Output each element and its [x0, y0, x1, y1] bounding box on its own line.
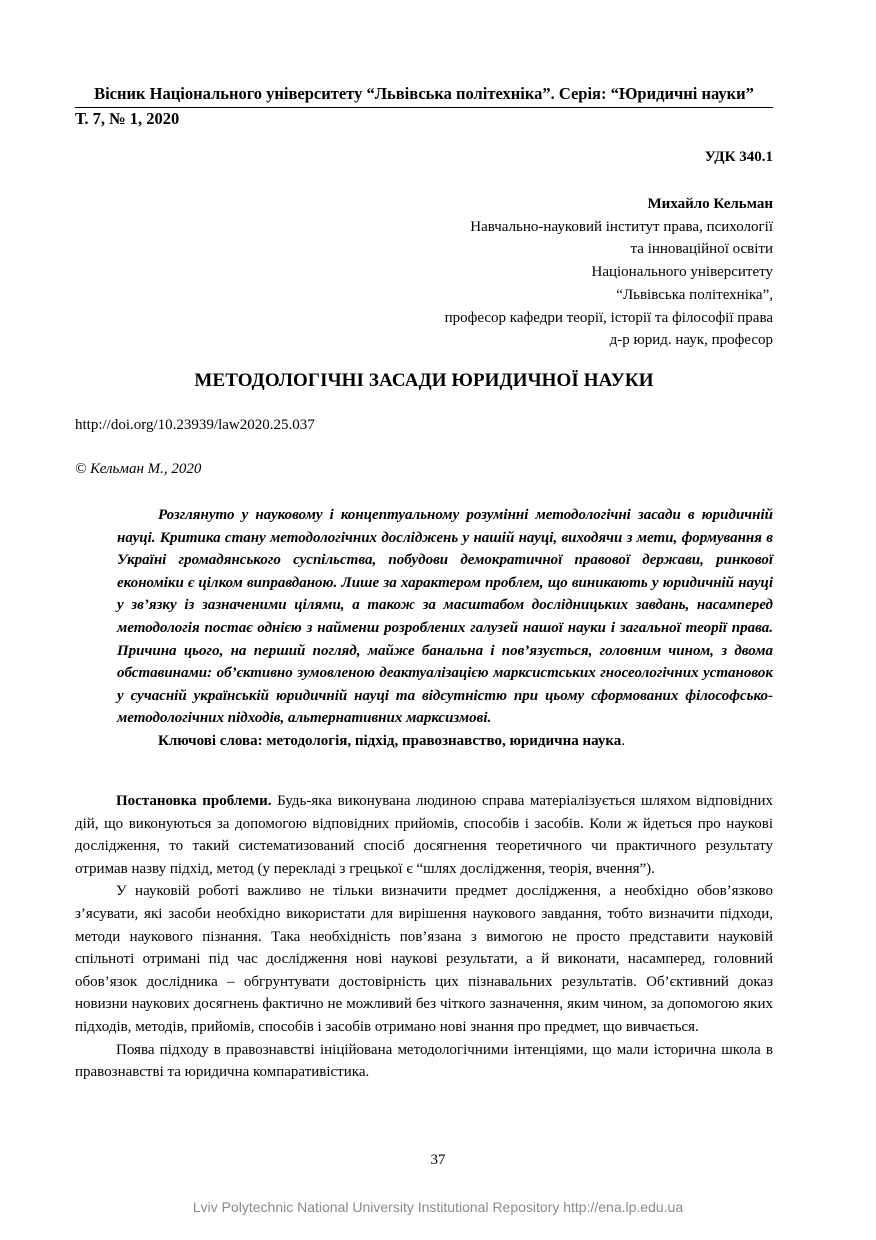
affiliation-line: та інноваційної освіти — [630, 241, 773, 258]
doi-link[interactable]: http://doi.org/10.23939/law2020.25.037 — [75, 417, 315, 433]
udc-code: УДК 340.1 — [704, 149, 773, 165]
body-paragraph: У науковій роботі важливо не тільки визначити предмет дослідження, а необхідно обов’язково з’ясувати, які засоби необхідно використати для вирішення наукового завдання, тобто визначити підходи, методи наукового пізнання. Така необхідність пов’язана з вимогою не просто представити науковій спільноті отримані під час дослідження нові наукові результати, а й виконати, насамперед, головний обов’язок дослідника – обгрунтувати достовірність цих пізнавальних результатів. Об’єктивний доказ новизни наукових досягнень фактично не можливий без чіткого зазначення, яким чином, за допомогою яких підходів, методів, прийомів, способів і засобів отримано нові знання про предмет, що вивчається. — [75, 883, 773, 1035]
affiliation-line: Навчально-науковий інститут права, психології — [470, 218, 773, 235]
paragraph-text: Будь-яка виконувана людиною справа матеріалізується шляхом відповідних дій, що виконуються за допомогою відповідних прийомів, способів і засобів. Коли ж йдеться про наукові дослідження, то такий систематизований спосіб досягнення теоретичного чи практичного результату отримав назву підхід, метод (у перекладі з грецької є “шлях дослідження, теорія, вчення”). — [75, 793, 773, 877]
affiliation-line: Національного університету — [591, 264, 773, 281]
copyright-notice: © Кельман М., 2020 — [75, 461, 202, 477]
body-paragraph: Поява підходу в правознавстві ініційована методологічними інтенціями, що мали історична школа в правознавстві та юридична компаративістика. — [75, 1041, 773, 1081]
body-paragraph — [75, 790, 773, 880]
keywords-text: Ключові слова: методологія, підхід, правознавство, юридична наука — [158, 732, 622, 749]
volume-issue: Т. 7, № 1, 2020 — [75, 109, 180, 128]
keywords-period: . — [621, 732, 626, 749]
affiliation-line: д-р юрид. наук, професор — [609, 332, 773, 349]
author-name: Михайло Кельман — [647, 196, 773, 212]
journal-header: Вісник Національного університету “Львівська політехніка”. Серія: “Юридичні науки” — [75, 83, 773, 108]
abstract-text: Розглянуто у науковому і концептуальному розумінні методологічні засади в юридичній науці. Критика стану методологічних досліджень у нашій науці, виходячи з мети, формування в Україні громадянського суспільства, побудови демократичної правової держави, ринкової економіки є цілком виправданою. Лише за характером проблем, що виникають у юридичній науці у зв’язку із зазначеними цілями, а також за масштабом дослідницьких завдань, насамперед методологія постає однією з найменш розроблених галузей нашої науки і загальної теорії права. Причина цього, на перший погляд, майже банальна і пов’язується, головним чином, з двома обставинами: об’єктивно зумовленою деактуалізацією марксистських гносеологічних установок у сучасній українській юридичній науці та відсутністю при цьому сформованих філософсько-методологічних підходів, альтернативних марксизмові. — [117, 507, 773, 727]
article-body — [75, 790, 773, 1084]
keywords — [117, 730, 773, 753]
abstract — [117, 504, 773, 753]
affiliation-line: “Львівська політехніка”, — [616, 286, 773, 303]
article-title: МЕТОДОЛОГІЧНІ ЗАСАДИ ЮРИДИЧНОЇ НАУКИ — [194, 370, 654, 391]
page-number: 37 — [430, 1152, 446, 1168]
repository-footer: Lviv Polytechnic National University Institutional Repository http://ena.lp.edu.ua — [192, 1199, 684, 1215]
affiliation-line: професор кафедри теорії, історії та філософії права — [444, 309, 773, 326]
section-heading-inline: Постановка проблеми. — [116, 793, 272, 809]
author-block — [273, 193, 773, 352]
